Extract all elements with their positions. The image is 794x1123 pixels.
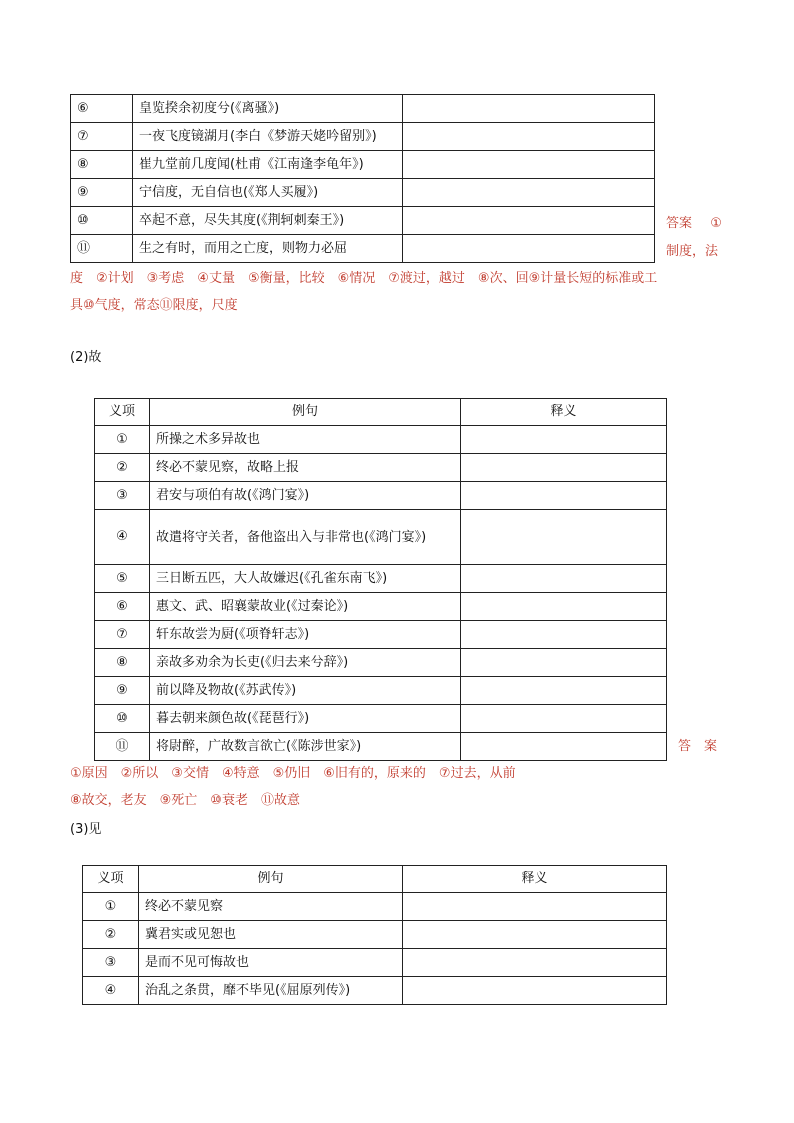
row-example: 宁信度，无自信也(《郑人买履》) — [133, 179, 403, 207]
row-num: ⑩ — [71, 207, 133, 235]
header-cell: 义项 — [95, 399, 150, 426]
row-meaning — [403, 893, 667, 921]
row-num: ⑥ — [95, 593, 150, 621]
table-row — [95, 426, 667, 454]
row-example: 亲故多劝余为长吏(《归去来兮辞》) — [150, 649, 461, 677]
table-row — [95, 482, 667, 510]
row-example: 终必不蒙见察 — [139, 893, 403, 921]
table-header — [83, 866, 667, 893]
row-num: ⑪ — [71, 235, 133, 263]
row-example: 所操之术多异故也 — [150, 426, 461, 454]
row-example: 治乱之条贯，靡不毕见(《屈原列传》) — [139, 977, 403, 1005]
answer-line: 具⑩气度，常态⑪限度，尺度 — [70, 298, 238, 313]
answer-label-text: 答案 — [666, 216, 693, 231]
row-meaning — [403, 921, 667, 949]
row-meaning — [403, 179, 655, 207]
table-row — [95, 705, 667, 733]
table-header — [95, 399, 667, 426]
table-row — [95, 565, 667, 593]
row-num: ⑪ — [95, 733, 150, 761]
row-example: 冀君实或见恕也 — [139, 921, 403, 949]
row-example: 君安与项伯有故(《鸿门宴》) — [150, 482, 461, 510]
row-meaning — [461, 593, 667, 621]
row-meaning — [403, 123, 655, 151]
row-num: ⑨ — [95, 677, 150, 705]
table-jian — [82, 865, 667, 1005]
row-num: ② — [83, 921, 139, 949]
table-row — [71, 95, 655, 123]
table-du — [70, 94, 655, 263]
row-num: ② — [95, 454, 150, 482]
table-row — [95, 677, 667, 705]
row-meaning — [461, 677, 667, 705]
answer-label — [666, 214, 722, 234]
row-meaning — [461, 705, 667, 733]
table-row — [71, 123, 655, 151]
table-row — [71, 207, 655, 235]
row-num: ⑧ — [71, 151, 133, 179]
row-num: ③ — [95, 482, 150, 510]
table-row — [95, 454, 667, 482]
row-meaning — [461, 565, 667, 593]
row-num: ④ — [95, 510, 150, 565]
answer-line: ①原因 ②所以 ③交情 ④特意 ⑤仍旧 ⑥旧有的，原来的 ⑦过去，从前 — [70, 766, 516, 781]
row-meaning — [403, 151, 655, 179]
header-cell: 例句 — [150, 399, 461, 426]
table-row — [71, 235, 655, 263]
row-meaning — [403, 235, 655, 263]
section-label-jian: (3)见 — [70, 822, 102, 837]
table-row — [95, 733, 667, 761]
row-meaning — [461, 454, 667, 482]
row-example: 皇览揆余初度兮(《离骚》) — [133, 95, 403, 123]
row-num: ③ — [83, 949, 139, 977]
header-cell: 例句 — [139, 866, 403, 893]
row-meaning — [403, 207, 655, 235]
row-num: ⑦ — [95, 621, 150, 649]
row-meaning — [461, 510, 667, 565]
table-row — [71, 179, 655, 207]
row-example: 生之有时，而用之亡度，则物力必屈 — [133, 235, 403, 263]
row-num: ⑨ — [71, 179, 133, 207]
table-row — [83, 893, 667, 921]
header-cell: 释义 — [403, 866, 667, 893]
table-row — [83, 921, 667, 949]
row-example: 暮去朝来颜色故(《琵琶行》) — [150, 705, 461, 733]
row-example: 终必不蒙见察，故略上报 — [150, 454, 461, 482]
row-num: ⑧ — [95, 649, 150, 677]
row-num: ① — [95, 426, 150, 454]
row-example: 一夜飞度镜湖月(李白《梦游天姥吟留别》) — [133, 123, 403, 151]
row-meaning — [461, 733, 667, 761]
row-num: ④ — [83, 977, 139, 1005]
row-meaning — [403, 95, 655, 123]
header-cell: 释义 — [461, 399, 667, 426]
row-example: 三日断五匹，大人故嫌迟(《孔雀东南飞》) — [150, 565, 461, 593]
table-row — [71, 151, 655, 179]
row-meaning — [461, 649, 667, 677]
row-example: 故遣将守关者，备他盗出入与非常也(《鸿门宴》) — [150, 510, 461, 565]
row-meaning — [403, 977, 667, 1005]
table-gu — [94, 398, 667, 761]
table-row — [83, 977, 667, 1005]
row-example: 将尉醉，广故数言欲亡(《陈涉世家》) — [150, 733, 461, 761]
row-meaning — [461, 621, 667, 649]
answer-side-num: ① — [710, 216, 722, 231]
table-row — [95, 510, 667, 565]
section-label-gu: (2)故 — [70, 350, 102, 365]
row-example: 崔九堂前几度闻(杜甫《江南逢李龟年》) — [133, 151, 403, 179]
row-meaning — [461, 426, 667, 454]
answer-side-text: 制度，法 — [666, 244, 719, 259]
answer-label: 答 案 — [678, 739, 718, 754]
table-row — [95, 649, 667, 677]
table-row — [83, 949, 667, 977]
row-num: ⑥ — [71, 95, 133, 123]
row-meaning — [403, 949, 667, 977]
table-row — [95, 621, 667, 649]
row-num: ① — [83, 893, 139, 921]
answer-line: ⑧故交，老友 ⑨死亡 ⑩衰老 ⑪故意 — [70, 793, 300, 808]
row-meaning — [461, 482, 667, 510]
row-num: ⑩ — [95, 705, 150, 733]
row-example: 轩东故尝为厨(《项脊轩志》) — [150, 621, 461, 649]
row-example: 卒起不意，尽失其度(《荆轲刺秦王》) — [133, 207, 403, 235]
row-num: ⑤ — [95, 565, 150, 593]
header-cell: 义项 — [83, 866, 139, 893]
row-example: 惠文、武、昭襄蒙故业(《过秦论》) — [150, 593, 461, 621]
row-num: ⑦ — [71, 123, 133, 151]
table-row — [95, 593, 667, 621]
row-example: 是而不见可悔故也 — [139, 949, 403, 977]
row-example: 前以降及物故(《苏武传》) — [150, 677, 461, 705]
answer-line: 度 ②计划 ③考虑 ④丈量 ⑤衡量，比较 ⑥情况 ⑦渡过，越过 ⑧次、回⑨计量长短的标准或工 — [70, 271, 658, 286]
